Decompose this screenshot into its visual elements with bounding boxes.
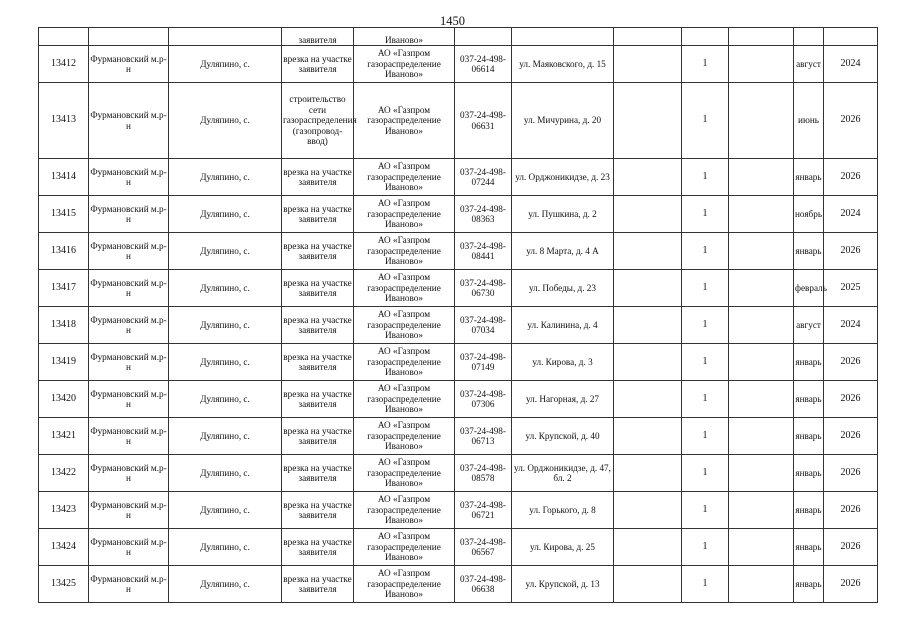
- cell-year: 2024: [824, 196, 878, 233]
- cell-work-type: врезка на участке заявителя: [282, 233, 354, 270]
- cell-empty-2: [729, 344, 794, 381]
- cell-code: 037-24-498-06721: [455, 492, 512, 529]
- cell-empty-2: [729, 307, 794, 344]
- cell-address: ул. Маяковского, д. 15: [512, 46, 614, 83]
- cell-district: [89, 28, 169, 46]
- table-row: [39, 492, 878, 529]
- cell-year: 2026: [824, 529, 878, 566]
- cell-code: 037-24-498-08578: [455, 455, 512, 492]
- cell-work-type: врезка на участке заявителя: [282, 344, 354, 381]
- cell-count: 1: [682, 529, 729, 566]
- cell-work-type: врезка на участке заявителя: [282, 455, 354, 492]
- cell-organization: АО «Газпром газораспределение Иваново»: [354, 159, 455, 196]
- cell-settlement: Дуляпино, с.: [169, 46, 282, 83]
- cell-settlement: Дуляпино, с.: [169, 418, 282, 455]
- cell-id: 13418: [39, 307, 89, 344]
- table-row: [39, 455, 878, 492]
- cell-count: 1: [682, 418, 729, 455]
- cell-id: 13419: [39, 344, 89, 381]
- cell-count: 1: [682, 233, 729, 270]
- table-row: [39, 196, 878, 233]
- cell-empty-2: [729, 28, 794, 46]
- cell-settlement: Дуляпино, с.: [169, 159, 282, 196]
- cell-empty-2: [729, 529, 794, 566]
- cell-empty-1: [614, 233, 682, 270]
- table-row: [39, 381, 878, 418]
- cell-work-type: врезка на участке заявителя: [282, 46, 354, 83]
- cell-month: январь: [794, 381, 824, 418]
- cell-empty-2: [729, 418, 794, 455]
- cell-district: Фурмановский м.р-н: [89, 566, 169, 603]
- cell-work-type: врезка на участке заявителя: [282, 492, 354, 529]
- cell-settlement: Дуляпино, с.: [169, 233, 282, 270]
- cell-month: январь: [794, 529, 824, 566]
- cell-empty-1: [614, 418, 682, 455]
- cell-code: 037-24-498-06638: [455, 566, 512, 603]
- cell-year: 2026: [824, 83, 878, 159]
- cell-work-type: строительство сети газораспределения (газопровод-ввод): [282, 83, 354, 159]
- cell-work-type: врезка на участке заявителя: [282, 196, 354, 233]
- cell-id: 13423: [39, 492, 89, 529]
- cell-organization: АО «Газпром газораспределение Иваново»: [354, 566, 455, 603]
- cell-empty-2: [729, 196, 794, 233]
- cell-code: 037-24-498-06567: [455, 529, 512, 566]
- cell-district: Фурмановский м.р-н: [89, 233, 169, 270]
- cell-empty-1: [614, 566, 682, 603]
- cell-count: 1: [682, 270, 729, 307]
- cell-month: февраль: [794, 270, 824, 307]
- cell-id: 13413: [39, 83, 89, 159]
- cell-month: январь: [794, 344, 824, 381]
- cell-month: июнь: [794, 83, 824, 159]
- cell-empty-1: [614, 529, 682, 566]
- cell-settlement: Дуляпино, с.: [169, 83, 282, 159]
- cell-count: 1: [682, 566, 729, 603]
- cell-organization: АО «Газпром газораспределение Иваново»: [354, 492, 455, 529]
- cell-id: 13415: [39, 196, 89, 233]
- gasification-table: [38, 27, 878, 603]
- cell-organization: АО «Газпром газораспределение Иваново»: [354, 381, 455, 418]
- cell-address: ул. 8 Марта, д. 4 А: [512, 233, 614, 270]
- cell-empty-2: [729, 159, 794, 196]
- cell-district: Фурмановский м.р-н: [89, 344, 169, 381]
- cell-id: 13414: [39, 159, 89, 196]
- cell-settlement: Дуляпино, с.: [169, 455, 282, 492]
- cell-id: 13422: [39, 455, 89, 492]
- cell-district: Фурмановский м.р-н: [89, 46, 169, 83]
- cell-organization: АО «Газпром газораспределение Иваново»: [354, 83, 455, 159]
- cell-organization: АО «Газпром газораспределение Иваново»: [354, 418, 455, 455]
- cell-empty-1: [614, 196, 682, 233]
- cell-address: [512, 28, 614, 46]
- cell-month: январь: [794, 492, 824, 529]
- cell-code: 037-24-498-06713: [455, 418, 512, 455]
- cell-settlement: Дуляпино, с.: [169, 529, 282, 566]
- cell-organization: АО «Газпром газораспределение Иваново»: [354, 196, 455, 233]
- table-row: [39, 159, 878, 196]
- cell-work-type: врезка на участке заявителя: [282, 418, 354, 455]
- cell-year: 2026: [824, 566, 878, 603]
- cell-code: 037-24-498-08363: [455, 196, 512, 233]
- cell-year: [824, 28, 878, 46]
- cell-address: ул. Крупской, д. 13: [512, 566, 614, 603]
- cell-settlement: Дуляпино, с.: [169, 381, 282, 418]
- cell-organization: АО «Газпром газораспределение Иваново»: [354, 46, 455, 83]
- cell-settlement: Дуляпино, с.: [169, 307, 282, 344]
- cell-district: Фурмановский м.р-н: [89, 196, 169, 233]
- cell-year: 2026: [824, 381, 878, 418]
- cell-month: август: [794, 46, 824, 83]
- table-row: [39, 307, 878, 344]
- table-row: [39, 418, 878, 455]
- cell-count: 1: [682, 159, 729, 196]
- cell-work-type: заявителя: [282, 28, 354, 46]
- table-row: [39, 83, 878, 159]
- cell-work-type: врезка на участке заявителя: [282, 159, 354, 196]
- table-row: [39, 270, 878, 307]
- cell-code: 037-24-498-07034: [455, 307, 512, 344]
- cell-settlement: Дуляпино, с.: [169, 492, 282, 529]
- cell-address: ул. Пушкина, д. 2: [512, 196, 614, 233]
- cell-address: ул. Орджоникидзе, д. 23: [512, 159, 614, 196]
- cell-code: 037-24-498-07244: [455, 159, 512, 196]
- cell-empty-1: [614, 83, 682, 159]
- cell-address: ул. Калинина, д. 4: [512, 307, 614, 344]
- cell-code: 037-24-498-07306: [455, 381, 512, 418]
- cell-empty-2: [729, 381, 794, 418]
- cell-district: Фурмановский м.р-н: [89, 418, 169, 455]
- cell-count: 1: [682, 455, 729, 492]
- cell-work-type: врезка на участке заявителя: [282, 381, 354, 418]
- cell-empty-1: [614, 270, 682, 307]
- cell-empty-1: [614, 46, 682, 83]
- cell-id: 13417: [39, 270, 89, 307]
- cell-code: 037-24-498-06631: [455, 83, 512, 159]
- cell-month: [794, 28, 824, 46]
- cell-empty-1: [614, 344, 682, 381]
- cell-empty-2: [729, 233, 794, 270]
- cell-count: 1: [682, 307, 729, 344]
- cell-address: ул. Победы, д. 23: [512, 270, 614, 307]
- cell-district: Фурмановский м.р-н: [89, 455, 169, 492]
- cell-empty-2: [729, 455, 794, 492]
- cell-code: 037-24-498-06730: [455, 270, 512, 307]
- cell-address: ул. Кирова, д. 3: [512, 344, 614, 381]
- cell-settlement: Дуляпино, с.: [169, 344, 282, 381]
- cell-work-type: врезка на участке заявителя: [282, 270, 354, 307]
- cell-work-type: врезка на участке заявителя: [282, 529, 354, 566]
- cell-id: 13416: [39, 233, 89, 270]
- cell-count: 1: [682, 492, 729, 529]
- cell-district: Фурмановский м.р-н: [89, 381, 169, 418]
- cell-year: 2026: [824, 344, 878, 381]
- cell-count: 1: [682, 83, 729, 159]
- cell-code: 037-24-498-08441: [455, 233, 512, 270]
- cell-year: 2024: [824, 46, 878, 83]
- cell-month: ноябрь: [794, 196, 824, 233]
- table-row: [39, 46, 878, 83]
- cell-year: 2026: [824, 455, 878, 492]
- cell-empty-2: [729, 492, 794, 529]
- cell-empty-1: [614, 455, 682, 492]
- cell-month: август: [794, 307, 824, 344]
- cell-count: 1: [682, 46, 729, 83]
- table-row: [39, 344, 878, 381]
- cell-settlement: Дуляпино, с.: [169, 270, 282, 307]
- cell-district: Фурмановский м.р-н: [89, 83, 169, 159]
- cell-year: 2026: [824, 233, 878, 270]
- cell-address: ул. Крупской, д. 40: [512, 418, 614, 455]
- cell-id: 13424: [39, 529, 89, 566]
- cell-empty-1: [614, 381, 682, 418]
- cell-empty-2: [729, 566, 794, 603]
- cell-empty-1: [614, 307, 682, 344]
- cell-code: 037-24-498-06614: [455, 46, 512, 83]
- cell-work-type: врезка на участке заявителя: [282, 307, 354, 344]
- table-row-partial: [39, 28, 878, 46]
- table-row: [39, 566, 878, 603]
- cell-organization: АО «Газпром газораспределение Иваново»: [354, 233, 455, 270]
- cell-count: 1: [682, 196, 729, 233]
- cell-id: 13425: [39, 566, 89, 603]
- page-number: 1450: [440, 14, 465, 28]
- cell-settlement: Дуляпино, с.: [169, 566, 282, 603]
- cell-district: Фурмановский м.р-н: [89, 307, 169, 344]
- cell-empty-1: [614, 492, 682, 529]
- cell-empty-2: [729, 46, 794, 83]
- cell-organization: АО «Газпром газораспределение Иваново»: [354, 529, 455, 566]
- cell-month: январь: [794, 455, 824, 492]
- cell-organization: АО «Газпром газораспределение Иваново»: [354, 307, 455, 344]
- cell-district: Фурмановский м.р-н: [89, 529, 169, 566]
- cell-code: 037-24-498-07149: [455, 344, 512, 381]
- cell-address: ул. Мичурина, д. 20: [512, 83, 614, 159]
- table-row: [39, 529, 878, 566]
- cell-year: 2024: [824, 307, 878, 344]
- cell-id: [39, 28, 89, 46]
- cell-address: ул. Орджоникидзе, д. 47, бл. 2: [512, 455, 614, 492]
- cell-organization: Иваново»: [354, 28, 455, 46]
- cell-id: 13421: [39, 418, 89, 455]
- cell-empty-1: [614, 28, 682, 46]
- cell-district: Фурмановский м.р-н: [89, 492, 169, 529]
- cell-district: Фурмановский м.р-н: [89, 270, 169, 307]
- cell-work-type: врезка на участке заявителя: [282, 566, 354, 603]
- cell-code: [455, 28, 512, 46]
- cell-organization: АО «Газпром газораспределение Иваново»: [354, 455, 455, 492]
- cell-year: 2026: [824, 418, 878, 455]
- cell-organization: АО «Газпром газораспределение Иваново»: [354, 344, 455, 381]
- cell-count: 1: [682, 381, 729, 418]
- table-row: [39, 233, 878, 270]
- cell-address: ул. Кирова, д. 25: [512, 529, 614, 566]
- cell-settlement: [169, 28, 282, 46]
- cell-year: 2025: [824, 270, 878, 307]
- cell-address: ул. Горького, д. 8: [512, 492, 614, 529]
- cell-empty-1: [614, 159, 682, 196]
- cell-month: январь: [794, 233, 824, 270]
- cell-empty-2: [729, 83, 794, 159]
- cell-organization: АО «Газпром газораспределение Иваново»: [354, 270, 455, 307]
- cell-month: январь: [794, 159, 824, 196]
- cell-year: 2026: [824, 492, 878, 529]
- table-body: [39, 28, 878, 603]
- cell-count: 1: [682, 344, 729, 381]
- cell-settlement: Дуляпино, с.: [169, 196, 282, 233]
- cell-id: 13420: [39, 381, 89, 418]
- cell-month: январь: [794, 566, 824, 603]
- cell-id: 13412: [39, 46, 89, 83]
- cell-count: [682, 28, 729, 46]
- cell-district: Фурмановский м.р-н: [89, 159, 169, 196]
- cell-address: ул. Нагорная, д. 27: [512, 381, 614, 418]
- cell-month: январь: [794, 418, 824, 455]
- cell-empty-2: [729, 270, 794, 307]
- cell-year: 2026: [824, 159, 878, 196]
